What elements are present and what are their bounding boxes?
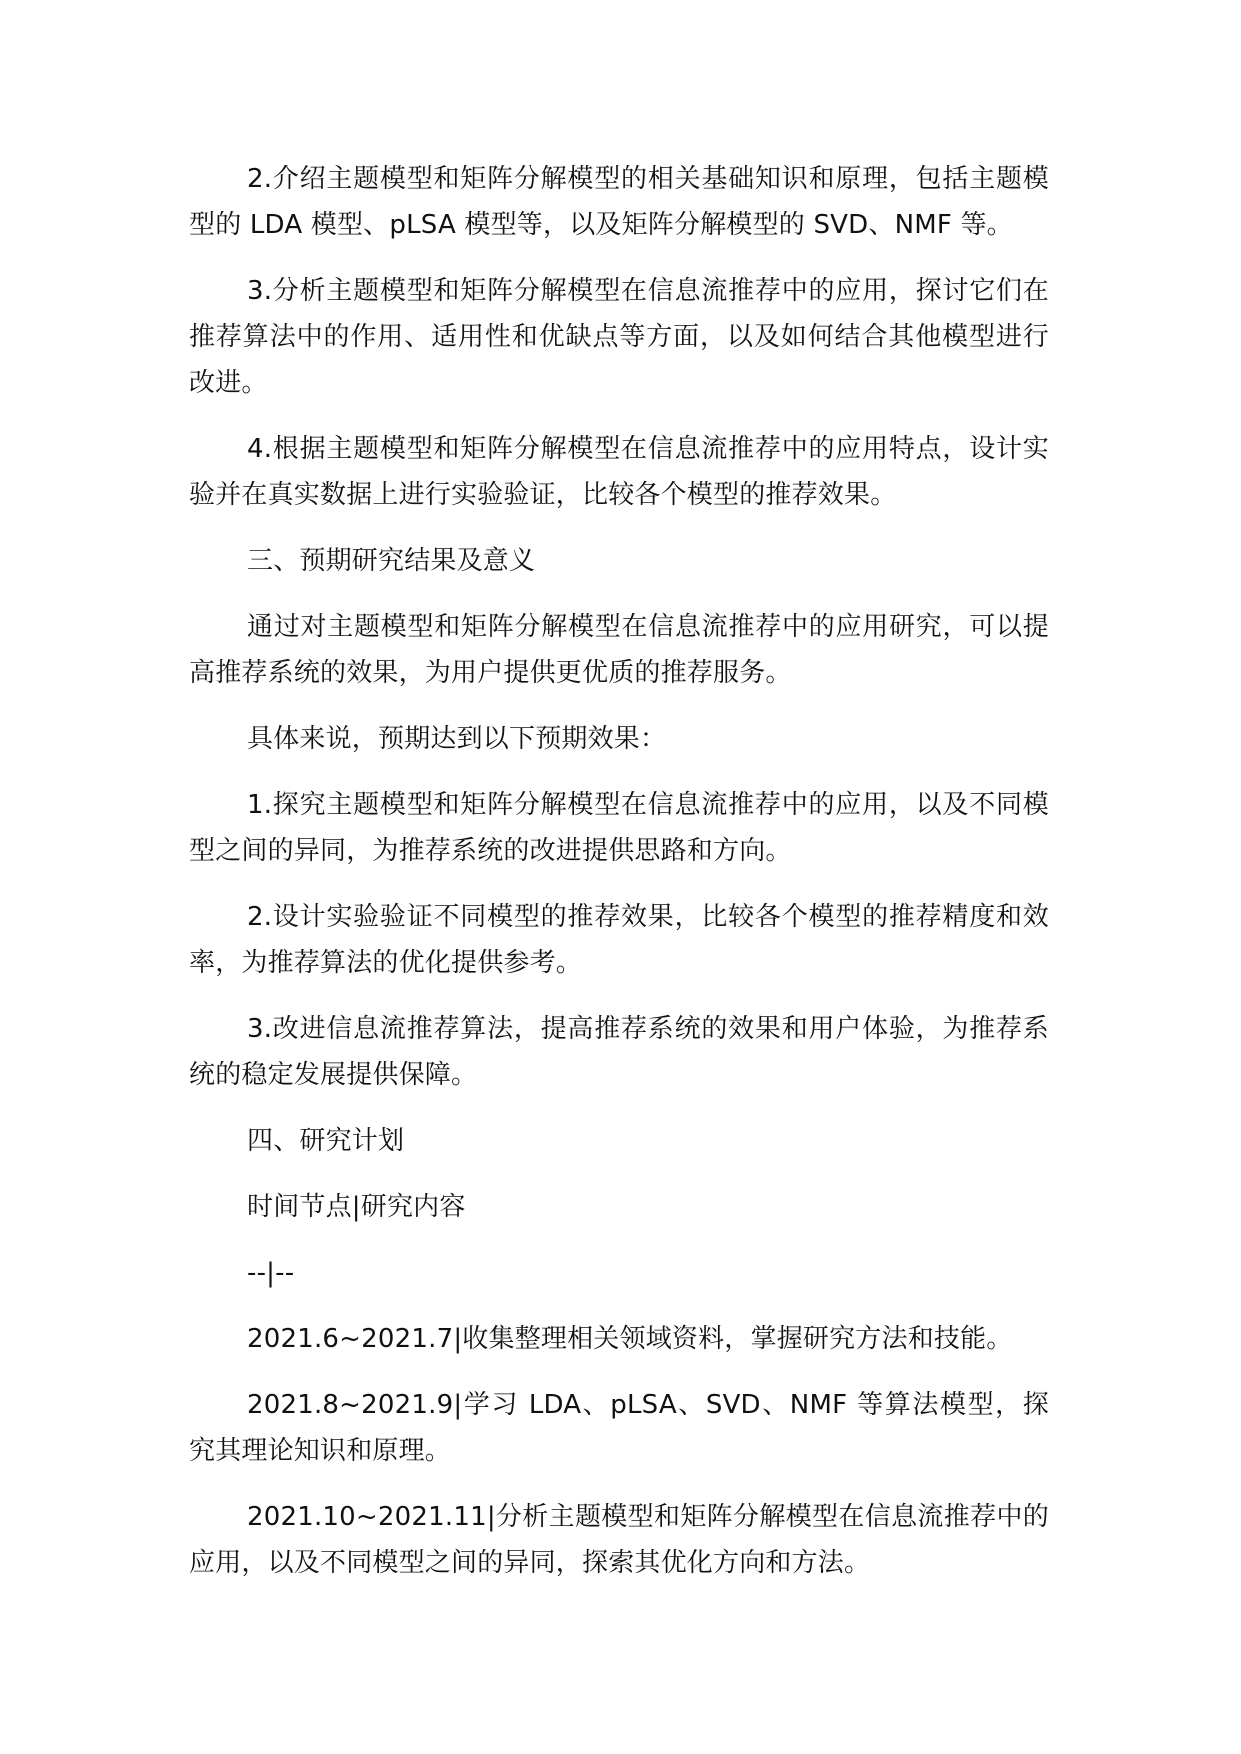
paragraph-expected-intro: 通过对主题模型和矩阵分解模型在信息流推荐中的应用研究，可以提高推荐系统的效果，为用户提供更优质的推荐服务。 bbox=[189, 612, 1049, 688]
paragraph-item-3: 3.分析主题模型和矩阵分解模型在信息流推荐中的应用，探讨它们在推荐算法中的作用、适用性和优缺点等方面，以及如何结合其他模型进行改进。 bbox=[189, 276, 1049, 398]
plan-row-2: 2021.8~2021.9|学习 LDA、pLSA、SVD、NMF 等算法模型，探究其理论知识和原理。 bbox=[189, 1390, 1049, 1466]
paragraph-item-2: 2.介绍主题模型和矩阵分解模型的相关基础知识和原理，包括主题模型的 LDA 模型、pLSA 模型等，以及矩阵分解模型的 SVD、NMF 等。 bbox=[189, 164, 1049, 240]
expected-item-1: 1.探究主题模型和矩阵分解模型在信息流推荐中的应用，以及不同模型之间的异同，为推荐系统的改进提供思路和方向。 bbox=[189, 790, 1049, 866]
plan-row-1: 2021.6~2021.7|收集整理相关领域资料，掌握研究方法和技能。 bbox=[247, 1324, 1013, 1354]
expected-item-2: 2.设计实验验证不同模型的推荐效果，比较各个模型的推荐精度和效率，为推荐算法的优化提供参考。 bbox=[189, 902, 1049, 978]
paragraph-expected-lead: 具体来说，预期达到以下预期效果： bbox=[247, 724, 667, 754]
paragraph-item-4: 4.根据主题模型和矩阵分解模型在信息流推荐中的应用特点，设计实验并在真实数据上进行实验验证，比较各个模型的推荐效果。 bbox=[189, 434, 1049, 510]
section-heading-research-plan: 四、研究计划 bbox=[247, 1126, 405, 1156]
expected-item-3: 3.改进信息流推荐算法，提高推荐系统的效果和用户体验，为推荐系统的稳定发展提供保障。 bbox=[189, 1014, 1049, 1090]
section-heading-expected-results: 三、预期研究结果及意义 bbox=[247, 546, 536, 576]
plan-table-separator: --|-- bbox=[247, 1258, 295, 1288]
plan-row-3: 2021.10~2021.11|分析主题模型和矩阵分解模型在信息流推荐中的应用，以及不同模型之间的异同，探索其优化方向和方法。 bbox=[189, 1502, 1049, 1578]
document-body bbox=[189, 156, 1049, 1606]
plan-table-header: 时间节点|研究内容 bbox=[247, 1192, 466, 1222]
